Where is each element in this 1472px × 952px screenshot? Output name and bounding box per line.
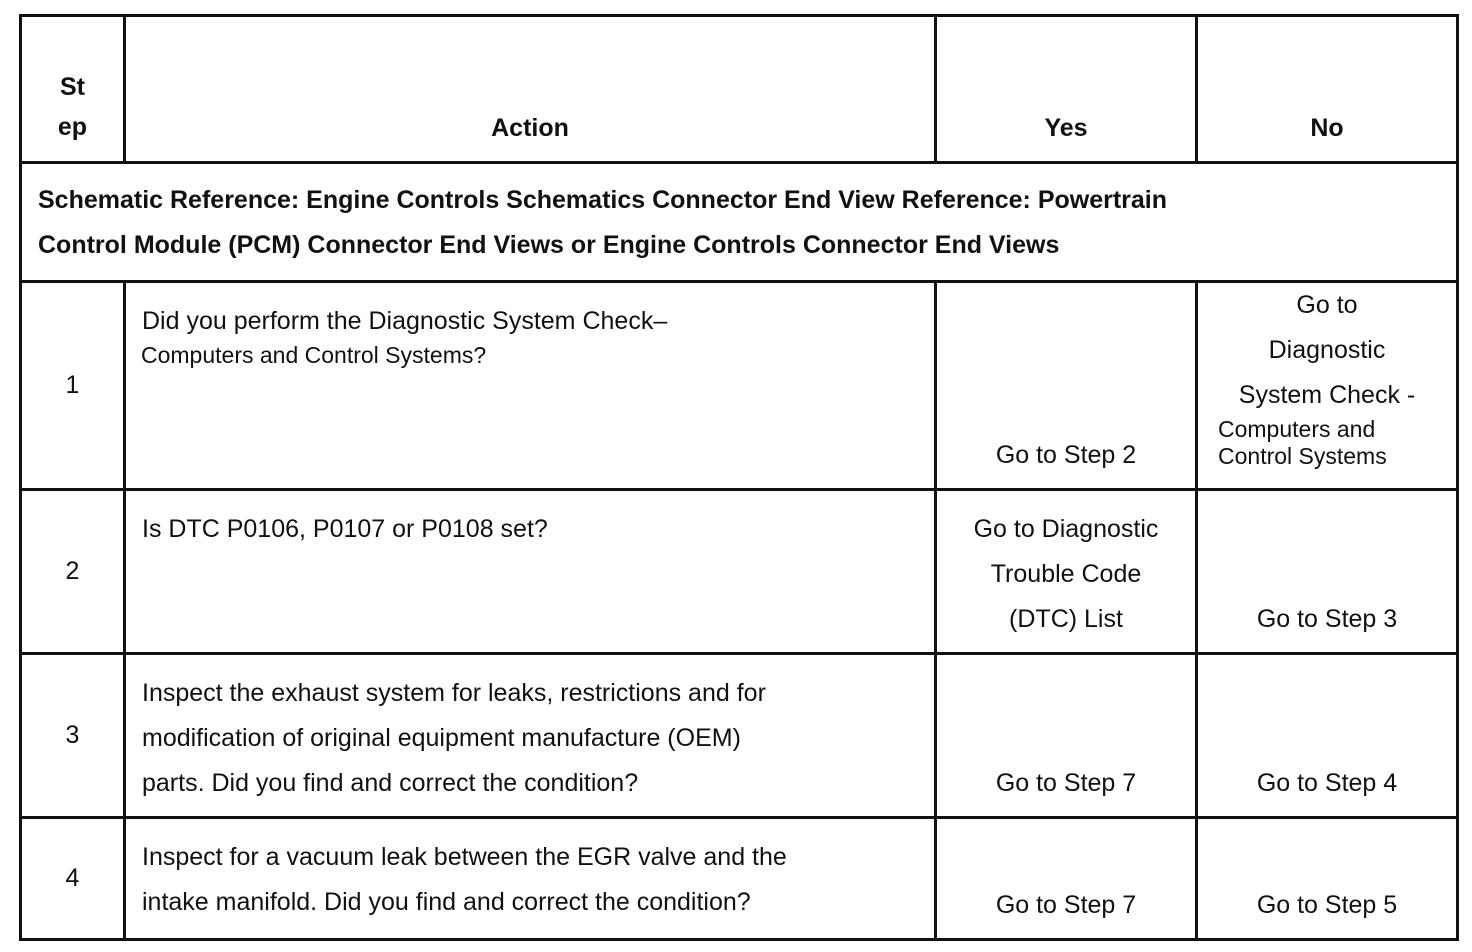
step-number-value: 1 — [65, 371, 80, 399]
action-text-line3: parts. Did you find and correct the condition? — [142, 769, 639, 797]
action-text-line2: modification of original equipment manufacture (OEM) — [142, 724, 741, 752]
step-number — [21, 818, 125, 940]
action-cell — [125, 818, 936, 940]
yes-text-line2[interactable]: Trouble Code — [990, 560, 1142, 588]
no-text-line5[interactable]: Control Systems — [1218, 443, 1387, 469]
table-row — [21, 818, 1458, 940]
step-number-value: 3 — [65, 721, 80, 749]
reference-line2: Control Module (PCM) Connector End Views or Engine Controls Connector End Views — [38, 231, 1060, 259]
yes-cell — [936, 282, 1197, 490]
action-cell — [125, 282, 936, 490]
reference-cell — [21, 163, 1458, 282]
no-go-to-link[interactable]: Go to Step 5 — [1256, 891, 1398, 919]
no-text-line2[interactable]: Diagnostic — [1268, 336, 1386, 364]
step-number — [21, 490, 125, 654]
yes-text-line3[interactable]: (DTC) List — [1009, 605, 1123, 633]
action-text-line1: Inspect for a vacuum leak between the EGR valve and the — [142, 843, 787, 871]
no-cell — [1197, 282, 1458, 490]
yes-header-label: Yes — [1044, 114, 1088, 142]
no-cell — [1197, 490, 1458, 654]
table-row — [21, 490, 1458, 654]
step-number-value: 2 — [65, 557, 80, 585]
no-text-line4[interactable]: Computers and — [1218, 416, 1376, 442]
step-number-value: 4 — [65, 864, 80, 892]
action-text-line1: Is DTC P0106, P0107 or P0108 set? — [142, 515, 548, 543]
diagnostic-table-page — [19, 14, 1456, 938]
no-cell — [1197, 818, 1458, 940]
table-row — [21, 282, 1458, 490]
yes-go-to-link[interactable]: Go to Step 7 — [995, 891, 1137, 919]
table-row — [21, 654, 1458, 818]
action-text-line2: Computers and Control Systems? — [141, 342, 487, 368]
action-text-line1: Inspect the exhaust system for leaks, restrictions and for — [142, 679, 766, 707]
step-number — [21, 282, 125, 490]
yes-go-to-link[interactable] — [937, 491, 1195, 642]
action-text-line1: Did you perform the Diagnostic System Check– — [142, 307, 668, 335]
action-header-label: Action — [491, 114, 569, 142]
action-text-line2: intake manifold. Did you find and correct the condition? — [142, 888, 751, 916]
yes-cell — [936, 818, 1197, 940]
step-header-line2: ep — [57, 113, 88, 141]
no-go-to-link[interactable]: Go to Step 3 — [1256, 605, 1398, 633]
action-header — [125, 16, 936, 163]
no-header-label: No — [1310, 114, 1344, 142]
no-header — [1197, 16, 1458, 163]
yes-cell — [936, 490, 1197, 654]
step-header-line1: St — [60, 73, 85, 101]
step-header — [21, 16, 125, 163]
no-text-line3[interactable]: System Check - — [1238, 381, 1416, 409]
action-cell — [125, 490, 936, 654]
step-number — [21, 654, 125, 818]
no-go-to-link[interactable]: Go to Step 4 — [1256, 769, 1398, 797]
reference-line1: Schematic Reference: Engine Controls Schematics Connector End View Reference: Powertrain — [38, 186, 1168, 214]
yes-go-to-link[interactable]: Go to Step 7 — [995, 769, 1137, 797]
yes-header — [936, 16, 1197, 163]
action-cell — [125, 654, 936, 818]
header-row — [21, 16, 1458, 163]
no-text-line1[interactable]: Go to — [1296, 291, 1358, 319]
no-cell — [1197, 654, 1458, 818]
yes-cell — [936, 654, 1197, 818]
yes-go-to-link[interactable]: Go to Step 2 — [995, 441, 1137, 469]
reference-row — [21, 163, 1458, 282]
yes-text-line1[interactable]: Go to Diagnostic — [973, 515, 1159, 543]
diagnostic-table — [19, 14, 1459, 941]
